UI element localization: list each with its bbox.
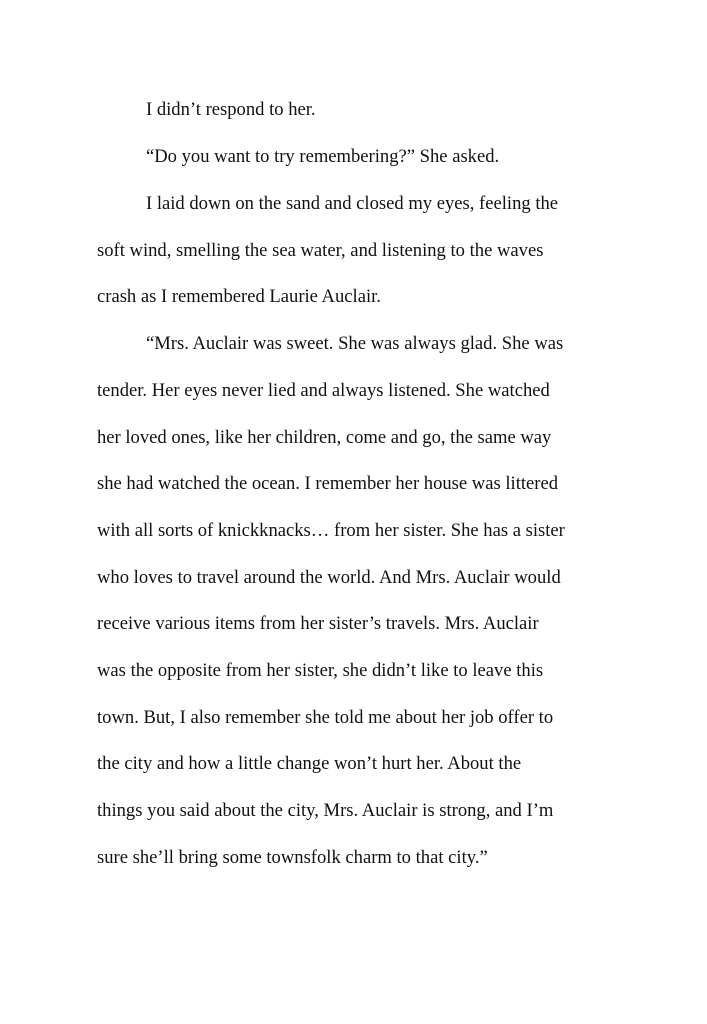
text-line: “Mrs. Auclair was sweet. She was always glad. She was	[146, 333, 564, 354]
text-line: sure she’ll bring some townsfolk charm to that city.”	[97, 847, 488, 868]
text-line: soft wind, smelling the sea water, and listening to the waves	[97, 240, 544, 261]
text-line: with all sorts of knickknacks… from her sister. She has a sister	[97, 520, 565, 541]
text-line: was the opposite from her sister, she didn’t like to leave this	[97, 660, 544, 681]
text-line: “Do you want to try remembering?” She asked.	[146, 146, 500, 167]
text-line: things you said about the city, Mrs. Auclair is strong, and I’m	[97, 800, 554, 821]
text-line: who loves to travel around the world. And Mrs. Auclair would	[97, 567, 561, 588]
text-line: town. But, I also remember she told me about her job offer to	[97, 707, 554, 728]
text-line: the city and how a little change won’t hurt her. About the	[97, 753, 522, 774]
text-line: crash as I remembered Laurie Auclair.	[97, 286, 381, 307]
text-line: I laid down on the sand and closed my eyes, feeling the	[146, 193, 559, 214]
text-line: I didn’t respond to her.	[146, 99, 316, 120]
text-line: tender. Her eyes never lied and always listened. She watched	[97, 380, 550, 401]
text-line: her loved ones, like her children, come and go, the same way	[97, 427, 552, 448]
text-line: she had watched the ocean. I remember her house was littered	[97, 473, 559, 494]
text-line: receive various items from her sister’s travels. Mrs. Auclair	[97, 613, 539, 634]
